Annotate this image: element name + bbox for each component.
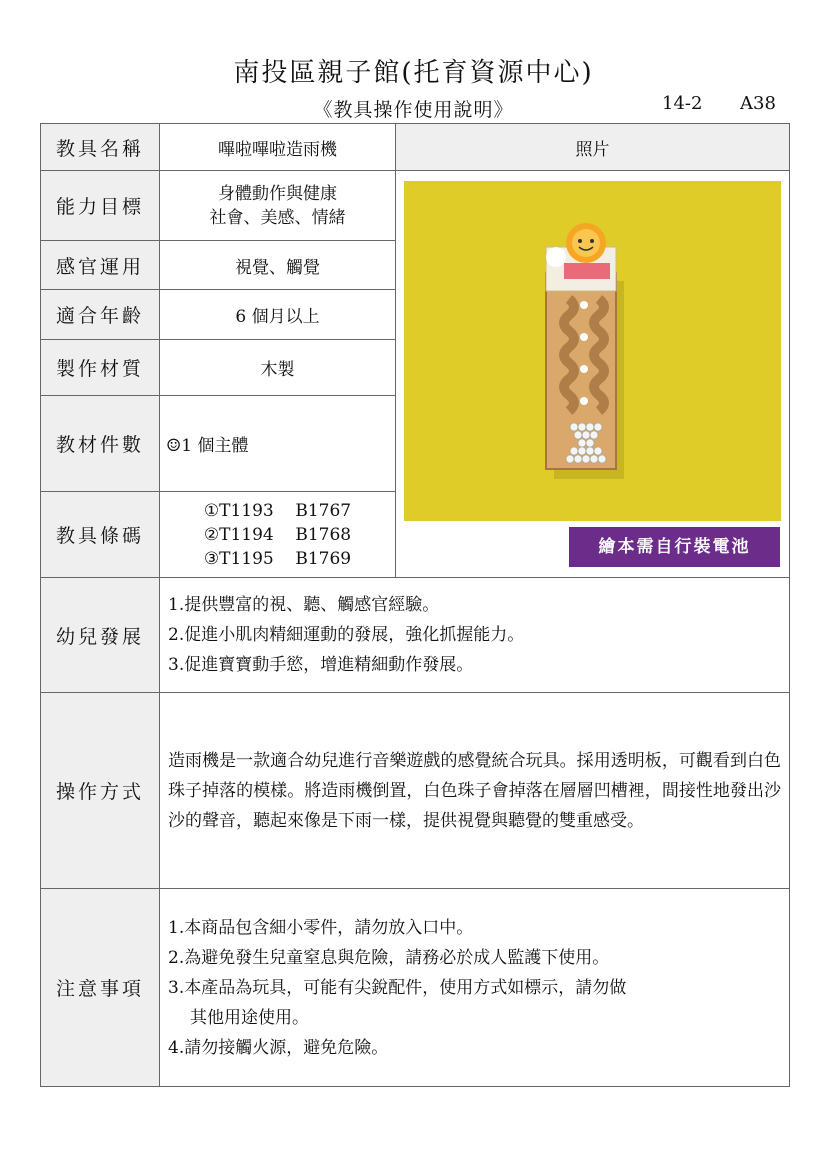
sense-value: 視覺、觸覺 xyxy=(160,241,396,290)
sense-label: 感官運用 xyxy=(41,241,160,290)
battery-note-badge: 繪本需自行裝電池 xyxy=(569,527,780,567)
material-value: 木製 xyxy=(160,340,396,396)
photo-label: 照片 xyxy=(396,124,790,171)
notice-item: 4.請勿接觸火源，避免危險。 xyxy=(168,1037,389,1058)
catalog-code: 14-2 xyxy=(662,93,703,114)
item-code: A38 xyxy=(740,93,776,114)
toy-photo xyxy=(404,181,781,521)
ability-line: 身體動作與健康 xyxy=(218,183,337,204)
barcode-line: ②T1194 B1768 xyxy=(203,524,352,545)
operation-value xyxy=(160,693,790,889)
ability-line: 社會、美感、情緒 xyxy=(209,207,346,228)
operation-label: 操作方式 xyxy=(41,693,160,889)
notice-item: 1.本商品包含細小零件，請勿放入口中。 xyxy=(168,917,474,938)
notice-label: 注意事項 xyxy=(41,889,160,1087)
age-label: 適合年齡 xyxy=(41,290,160,340)
development-label: 幼兒發展 xyxy=(41,578,160,693)
page-subtitle: 《教具操作使用說明》 xyxy=(313,99,514,121)
barcode-line: ③T1195 B1769 xyxy=(203,548,352,569)
barcode-line: ①T1193 B1767 xyxy=(203,500,352,521)
material-label: 製作材質 xyxy=(41,340,160,396)
barcode-label: 教具條碼 xyxy=(41,492,160,578)
notice-value xyxy=(160,889,790,1087)
development-item: 1.提供豐富的視、聽、觸感官經驗。 xyxy=(168,595,440,615)
name-label: 教具名稱 xyxy=(41,124,160,171)
page-title: 南投區親子館(托育資源中心) xyxy=(233,58,594,88)
barcode-value xyxy=(160,492,396,578)
name-value: 嗶啦嗶啦造雨機 xyxy=(160,124,396,171)
parts-label: 教材件數 xyxy=(41,396,160,492)
operation-text: 造雨機是一款適合幼兒進行音樂遊戲的感覺統合玩具。採用透明板，可觀看到白色珠子掉落的模樣。將造雨機倒置，白色珠子會掉落在層層凹槽裡，間接性地發出沙沙的聲音，聽起來像是下雨一樣，提供視覺與聽覺的雙重感受。 xyxy=(168,750,781,831)
ability-value xyxy=(160,171,396,241)
instruction-table xyxy=(40,123,790,1087)
photo-cell xyxy=(396,171,790,578)
development-item: 3.促進寶寶動手慾，增進精細動作發展。 xyxy=(168,655,474,675)
rain-maker-toy-image xyxy=(404,181,781,521)
notice-item: 2.為避免發生兒童窒息與危險，請務必於成人監護下使用。 xyxy=(168,947,610,968)
development-value xyxy=(160,578,790,693)
parts-value: ☺1 個主體 xyxy=(160,396,396,492)
development-item: 2.促進小肌肉精細運動的發展，強化抓握能力。 xyxy=(168,625,525,645)
age-value: 6 個月以上 xyxy=(160,290,396,340)
notice-item: 3.本產品為玩具，可能有尖銳配件，使用方式如標示，請勿做 xyxy=(168,977,627,998)
ability-label: 能力目標 xyxy=(41,171,160,241)
notice-item-continued: 其他用途使用。 xyxy=(190,1007,309,1028)
